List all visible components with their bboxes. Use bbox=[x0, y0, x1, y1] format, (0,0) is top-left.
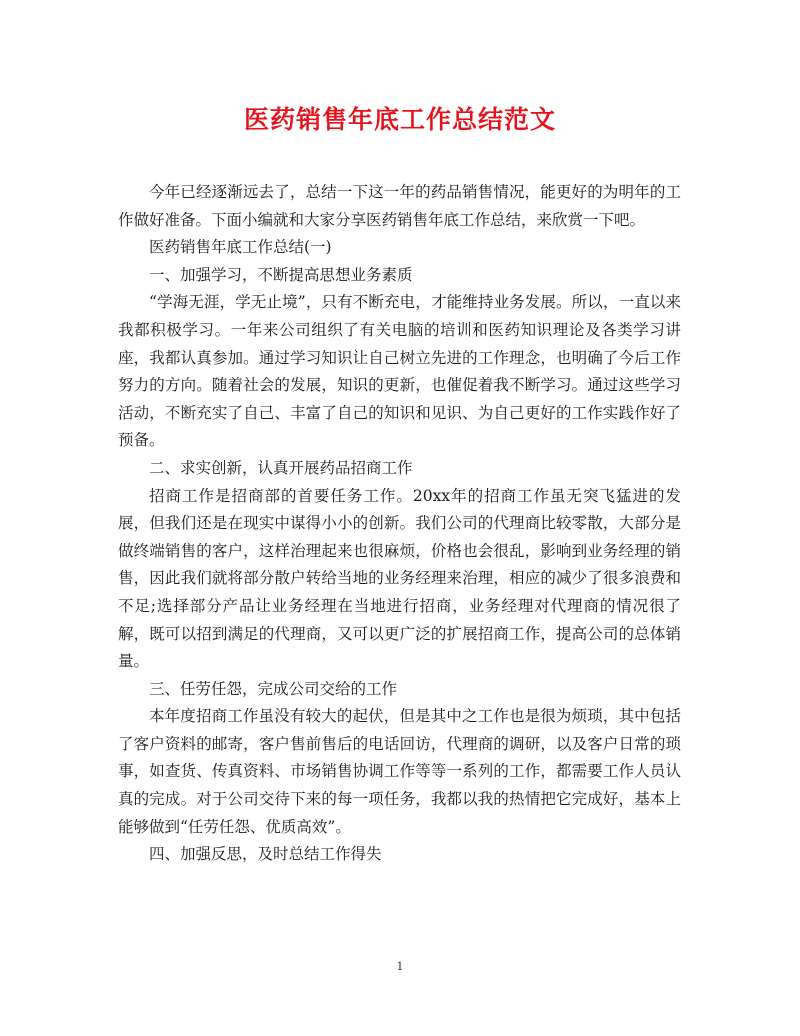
body-paragraph-2: 招商工作是招商部的首要任务工作。20xx年的招商工作虽无突飞猛进的发展，但我们还是在现实中谋得小小的创新。我们公司的代理商比较零散，大部分是做终端销售的客户，这样治理起来也很麻烦，价格也会很乱，影响到业务经理的销售，因此我们就将部分散户转给当地的业务经理来治理，相应的减少了很多浪费和不足;选择部分产品让业务经理在当地进行招商，业务经理对代理商的情况很了解，既可以招到满足的代理商，又可以更广泛的扩展招商工作，提高公司的总体销量。 bbox=[118, 486, 681, 671]
page-number: 1 bbox=[396, 960, 404, 973]
subheading-1: 一、加强学习，不断提高思想业务素质 bbox=[149, 265, 413, 284]
subheading-4: 四、加强反思，及时总结工作得失 bbox=[149, 845, 382, 864]
body-paragraph-3: 本年度招商工作虽没有较大的起伏，但是其中之工作也是很为烦琐，其中包括了客户资料的邮寄，客户售前售后的电话回访，代理商的调研，以及客户日常的琐事，如查货、传真资料、市场销售协调工作等等一系列的工作，都需要工作人员认真的完成。对于公司交待下来的每一项任务，我都以我的热情把它完成好，基本上能够做到“任劳任怨、优质高效”。 bbox=[118, 707, 681, 836]
subheading-2: 二、求实创新，认真开展药品招商工作 bbox=[149, 458, 413, 477]
intro-paragraph: 今年已经逐渐远去了，总结一下这一年的药品销售情况，能更好的为明年的工作做好准备。下面小编就和大家分享医药销售年底工作总结，来欣赏一下吧。 bbox=[118, 183, 681, 229]
subheading-3: 三、任劳任怨，完成公司交给的工作 bbox=[149, 679, 398, 698]
document-title: 医药销售年底工作总结范文 bbox=[243, 105, 556, 134]
body-paragraph-1: “学海无涯，学无止境”，只有不断充电，才能维持业务发展。所以，一直以来我都积极学习。一年来公司组织了有关电脑的培训和医药知识理论及各类学习讲座，我都认真参加。通过学习知识让自己树立先进的工作理念，也明确了今后工作努力的方向。随着社会的发展，知识的更新，也催促着我不断学习。通过这些学习活动，不断充实了自己、丰富了自己的知识和见识、为自己更好的工作实践作好了预备。 bbox=[118, 293, 681, 450]
document-body bbox=[118, 179, 681, 869]
section-title: 医药销售年底工作总结(一) bbox=[149, 238, 332, 257]
